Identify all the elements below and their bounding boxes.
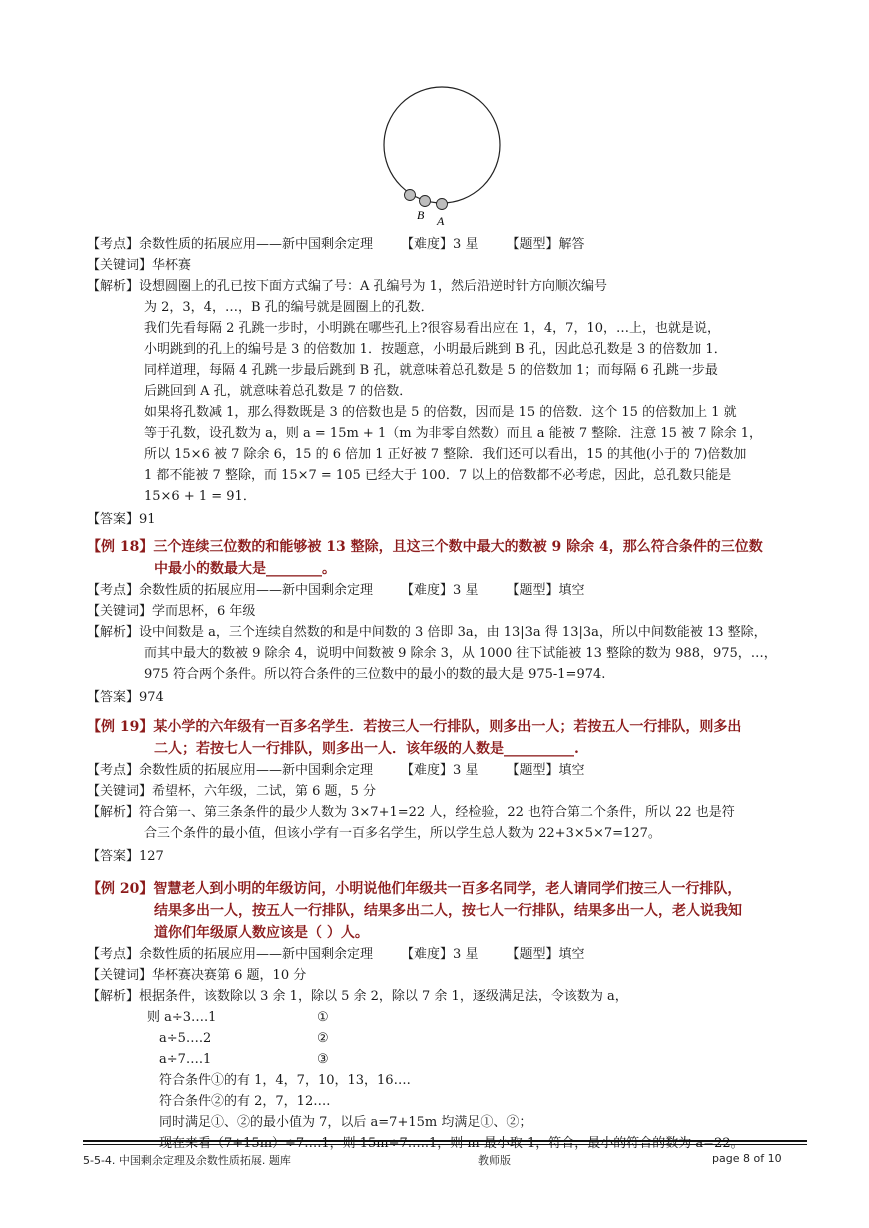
q18-title-row xyxy=(87,536,812,558)
q19-title-row xyxy=(87,716,812,738)
question-text: 结果多出一人，按五人一行排队，结果多出二人，按七人一行排队，结果多出一人，老人说我知 xyxy=(154,903,742,919)
keyword-text: 学而思杯，6 年级 xyxy=(152,604,256,619)
keyword-tag: 【关键词】 xyxy=(87,968,153,983)
q20-jiexi-row xyxy=(87,986,812,1007)
tixing-tag: 【题型】 xyxy=(506,947,559,962)
kaodian-tag: 【考点】 xyxy=(87,583,140,598)
q20-kaodian-row xyxy=(87,944,812,965)
nandu-tag: 【难度】 xyxy=(401,583,454,598)
keyword-tag: 【关键词】 xyxy=(87,604,153,619)
q19-jiexi-row xyxy=(87,802,812,823)
jiexi-line: 所以 15×6 被 7 除余 6，15 的 6 倍加 1 正好被 7 整除．我们还可以看出，15 的其他(小于的 7)倍数加 xyxy=(144,447,747,462)
kaodian-text: 余数性质的拓展应用——新中国剩余定理 xyxy=(139,583,374,598)
jiexi-line: 现在来看（7+15m）÷7….1，则 15m÷7…..1，则 m 最小取 1，符合，最小的符合的数为 a=22。 xyxy=(159,1136,744,1151)
kaodian-text: 余数性质的拓展应用——新中国剩余定理 xyxy=(139,763,374,778)
q17-solution xyxy=(87,234,812,530)
q17-jiexi-row xyxy=(87,276,812,297)
example-label: 【例 18】 xyxy=(87,539,154,555)
jiexi-line: 等于孔数，设孔数为 a，则 a = 15m + 1（m 为非零自然数）而且 a 能被 7 整除．注意 15 被 7 除余 1， xyxy=(144,426,762,441)
jiexi-line: 符合条件②的有 2，7，12…. xyxy=(159,1094,331,1109)
tixing-tag: 【题型】 xyxy=(506,763,559,778)
jiexi-tag: 【解析】 xyxy=(87,805,140,820)
hole-a xyxy=(437,199,448,210)
example-label: 【例 20】 xyxy=(87,881,154,897)
equation: 则 a÷3….1 xyxy=(147,1010,217,1025)
question-text: 某小学的六年级有一百多名学生．若按三人一行排队，则多出一人；若按五人一行排队，则多出 xyxy=(153,719,742,735)
q18-answer-row xyxy=(87,687,812,708)
jiexi-line: 15×6 + 1 = 91． xyxy=(144,489,256,504)
q18-question xyxy=(87,536,812,708)
answer-text: 127 xyxy=(139,849,164,864)
nandu-tag: 【难度】 xyxy=(401,237,454,252)
answer-tag: 【答案】 xyxy=(87,849,140,864)
keyword-text: 华杯赛 xyxy=(152,258,192,273)
example-label: 【例 19】 xyxy=(87,719,154,735)
question-text: 道你们年级原人数应该是（ ）人。 xyxy=(154,925,369,941)
nandu-text: 3 星 xyxy=(453,583,479,598)
jiexi-line: 1 都不能被 7 整除，而 15×7 = 105 已经大于 100．7 以上的倍数都不必考虑，因此，总孔数只能是 xyxy=(144,468,732,483)
tixing-text: 填空 xyxy=(558,947,585,962)
q17-answer-row xyxy=(87,509,812,530)
jiexi-line: 为 2，3，4，…，B 孔的编号就是圆圈上的孔数． xyxy=(144,300,434,315)
q18-keyword-row xyxy=(87,601,812,622)
jiexi-line: 我们先看每隔 2 孔跳一步时，小明跳在哪些孔上?很容易看出应在 1，4，7，10，…上，也就是说， xyxy=(144,321,720,336)
q18-kaodian-row xyxy=(87,580,812,601)
tixing-text: 填空 xyxy=(558,763,585,778)
jiexi-line: 同时满足①、②的最小值为 7，以后 a=7+15m 均满足①、②； xyxy=(159,1115,533,1130)
keyword-text: 希望杯，六年级，二试，第 6 题，5 分 xyxy=(152,784,376,799)
condition-mark: ① xyxy=(317,1010,329,1025)
q19-question xyxy=(87,716,812,867)
q19-kaodian-row xyxy=(87,760,812,781)
nandu-text: 3 星 xyxy=(453,237,479,252)
nandu-tag: 【难度】 xyxy=(401,947,454,962)
answer-tag: 【答案】 xyxy=(87,690,140,705)
jiexi-line: 后跳回到 A 孔，就意味着总孔数是 7 的倍数． xyxy=(144,384,413,399)
kaodian-text: 余数性质的拓展应用——新中国剩余定理 xyxy=(139,947,374,962)
answer-tag: 【答案】 xyxy=(87,512,140,527)
q17-keyword-row xyxy=(87,255,812,276)
keyword-tag: 【关键词】 xyxy=(87,258,153,273)
jiexi-line: 合三个条件的最小值，但该小学有一百多名学生，所以学生总人数为 22+3×5×7=127。 xyxy=(144,826,661,841)
q20-keyword-row xyxy=(87,965,812,986)
answer-text: 91 xyxy=(139,512,156,527)
nandu-text: 3 星 xyxy=(453,947,479,962)
tixing-tag: 【题型】 xyxy=(506,237,559,252)
kaodian-tag: 【考点】 xyxy=(87,947,140,962)
tixing-text: 填空 xyxy=(558,583,585,598)
footer-right: page 8 of 10 xyxy=(712,1152,782,1165)
footer-center: 教师版 xyxy=(478,1154,511,1167)
nandu-tag: 【难度】 xyxy=(401,763,454,778)
footer-rule-thin xyxy=(83,1144,807,1145)
jiexi-line: 975 符合两个条件。所以符合条件的三位数中的最小的数的最大是 975-1=974. xyxy=(144,667,606,682)
circle-figure xyxy=(380,86,506,231)
equation-row xyxy=(87,1007,812,1028)
jiexi-line: 根据条件，该数除以 3 余 1，除以 5 余 2，除以 7 余 1，逐级满足法，令该数为 a， xyxy=(139,989,628,1004)
jiexi-line: 如果将孔数减 1，那么得数既是 3 的倍数也是 5 的倍数，因而是 15 的倍数．这个 15 的倍数加上 1 就 xyxy=(144,405,737,420)
nandu-text: 3 星 xyxy=(453,763,479,778)
q18-jiexi-row xyxy=(87,622,812,643)
kaodian-text: 余数性质的拓展应用——新中国剩余定理 xyxy=(139,237,374,252)
tixing-tag: 【题型】 xyxy=(506,583,559,598)
condition-mark: ② xyxy=(317,1031,329,1046)
keyword-text: 华杯赛决赛第 6 题，10 分 xyxy=(152,968,307,983)
q20-title-row xyxy=(87,878,812,900)
jiexi-line: 设想圆圈上的孔已按下面方式编了号：A 孔编号为 1，然后沿逆时针方向顺次编号 xyxy=(139,279,607,294)
label-a: A xyxy=(437,214,445,228)
jiexi-line: 设中间数是 a，三个连续自然数的和是中间数的 3 倍即 3a，由 13|3a 得 13|3a，所以中间数能被 13 整除， xyxy=(139,625,767,640)
jiexi-tag: 【解析】 xyxy=(87,279,140,294)
jiexi-line: 符合条件①的有 1，4，7，10，13，16…. xyxy=(159,1073,411,1088)
question-text: 二人；若按七人一行排队，则多出一人．该年级的人数是__________. xyxy=(154,741,579,757)
keyword-tag: 【关键词】 xyxy=(87,784,153,799)
tixing-text: 解答 xyxy=(558,237,585,252)
q20-question xyxy=(87,878,812,1154)
question-text: 中最小的数最大是________。 xyxy=(154,561,336,577)
jiexi-line: 而其中最大的数被 9 除余 4，说明中间数被 9 除余 3，从 1000 往下试能被 13 整除的数为 988，975，…， xyxy=(144,646,777,661)
jiexi-tag: 【解析】 xyxy=(87,625,140,640)
label-b: B xyxy=(417,208,425,222)
footer-rule xyxy=(83,1140,807,1142)
condition-mark: ③ xyxy=(317,1052,329,1067)
hole-1 xyxy=(405,190,416,201)
circle xyxy=(384,87,500,203)
question-text: 三个连续三位数的和能够被 13 整除，且这三个数中最大的数被 9 除余 4，那么符合条件的三位数 xyxy=(153,539,763,555)
q19-keyword-row xyxy=(87,781,812,802)
equation: a÷5….2 xyxy=(159,1031,212,1046)
kaodian-tag: 【考点】 xyxy=(87,763,140,778)
hole-b xyxy=(420,196,431,207)
jiexi-line: 同样道理，每隔 4 孔跳一步最后跳到 B 孔，就意味着总孔数是 5 的倍数加 1；而每隔 6 孔跳一步最 xyxy=(144,363,718,378)
question-text: 智慧老人到小明的年级访问，小明说他们年级共一百多名同学，老人请同学们按三人一行排队， xyxy=(153,881,742,897)
q17-kaodian-row xyxy=(87,234,812,255)
equation: a÷7….1 xyxy=(159,1052,212,1067)
q19-answer-row xyxy=(87,846,812,867)
answer-text: 974 xyxy=(139,690,164,705)
jiexi-tag: 【解析】 xyxy=(87,989,140,1004)
jiexi-line: 符合第一、第三条条件的最少人数为 3×7+1=22 人，经检验，22 也符合第二个条件，所以 22 也是符 xyxy=(139,805,735,820)
kaodian-tag: 【考点】 xyxy=(87,237,140,252)
jiexi-line: 小明跳到的孔上的编号是 3 的倍数加 1．按题意，小明最后跳到 B 孔，因此总孔数是 3 的倍数加 1． xyxy=(144,342,727,357)
equation-row xyxy=(87,1049,812,1070)
equation-row xyxy=(87,1028,812,1049)
footer-left: 5-5-4. 中国剩余定理及余数性质拓展. 题库 xyxy=(83,1154,291,1167)
